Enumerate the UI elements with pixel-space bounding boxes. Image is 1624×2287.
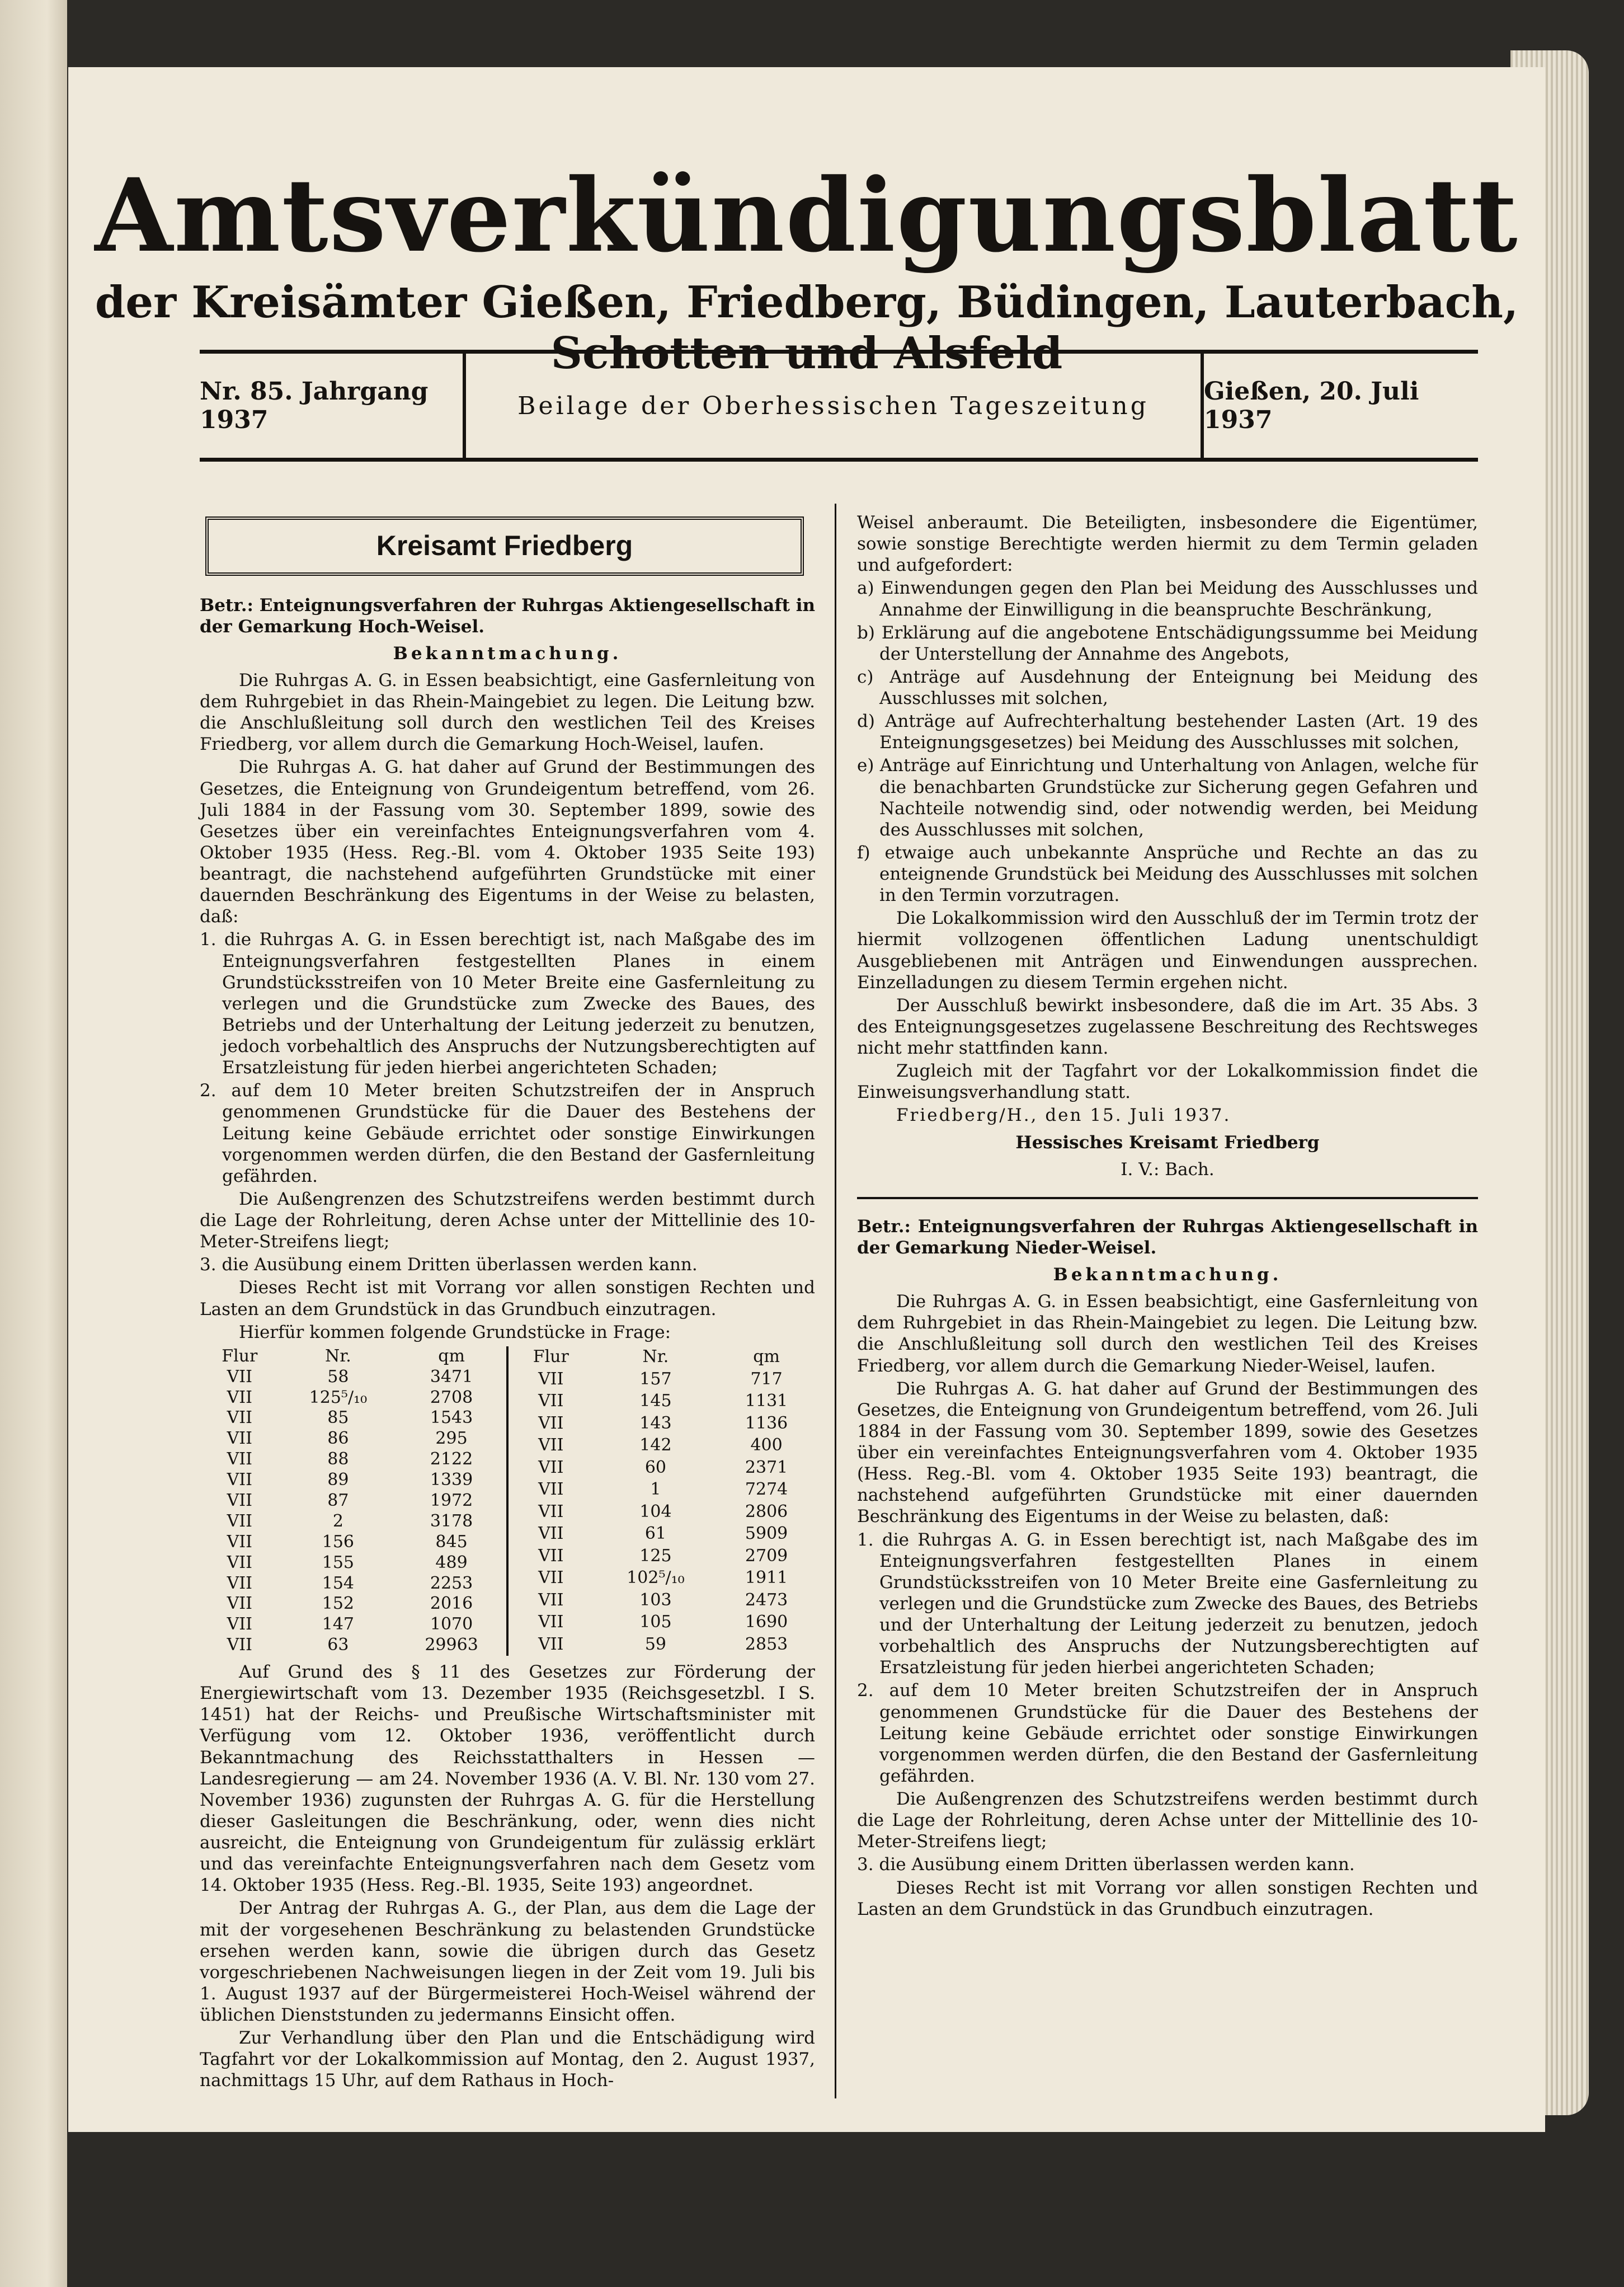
- table-cell: 86: [327, 1429, 349, 1449]
- table-cell: 1: [650, 1480, 661, 1500]
- table-cell: 2: [332, 1511, 343, 1531]
- table-cell: VII: [227, 1408, 253, 1428]
- table-row: [509, 1457, 815, 1479]
- masthead-title: Amtsverkündigungsblatt: [95, 157, 1519, 275]
- table-cell: 489: [435, 1552, 468, 1572]
- table-cell: 145: [639, 1391, 672, 1411]
- table-header: qm: [753, 1347, 780, 1367]
- table-row: [200, 1574, 506, 1594]
- table-cell: VII: [227, 1387, 253, 1407]
- paragraph: Dieses Recht ist mit Vorrang vor allen sonstigen Rechten und Lasten an dem Grundstück in das Grundbuch einzutragen.: [857, 1877, 1478, 1919]
- table-cell: 717: [750, 1369, 783, 1389]
- paragraph: Die Lokalkommission wird den Ausschluß der im Termin trotz der hiermit vollzogenen öffentlichen Ladung unentschuldigt Ausgebliebenen mit Anträgen und Einwendungen aussprechen. Einzelladungen zu diesem Termin ergehen nicht.: [857, 908, 1478, 993]
- table-cell: VII: [538, 1501, 564, 1521]
- signature-office: Hessisches Kreisamt Friedberg: [1015, 1132, 1320, 1153]
- table-cell: 1972: [430, 1490, 473, 1510]
- table-cell: VII: [227, 1635, 253, 1655]
- list-item: 3. die Ausübung einem Dritten überlassen werden kann.: [857, 1854, 1355, 1875]
- table-cell: 87: [327, 1490, 349, 1510]
- paragraph: Die Ruhrgas A. G. in Essen beabsichtigt, eine Gasfernleitung von dem Ruhrgebiet in das Rhein-Maingebiet zu legen. Die Leitung bzw. die Anschlußleitung soll durch den westlichen Teil des Kreises Friedberg, vor allem durch die Gemarkung Hoch-Weisel, laufen.: [200, 670, 815, 755]
- table-row: [200, 1614, 506, 1635]
- table-cell: 7274: [745, 1480, 788, 1500]
- table-header: Flur: [222, 1346, 258, 1366]
- issue-header: [200, 350, 1478, 462]
- paragraph: Zugleich mit der Tagfahrt vor der Lokalkommission findet die Einweisungsverhandlung statt.: [857, 1061, 1478, 1103]
- paragraph: Die Ruhrgas A. G. in Essen beabsichtigt, eine Gasfernleitung von dem Ruhrgebiet in das Rhein-Maingebiet zu legen. Die Leitung bzw. die Anschlußleitung soll durch den westlichen Teil des Kreises Friedberg, vor allem durch die Gemarkung Nieder-Weisel, laufen.: [857, 1292, 1478, 1376]
- table-cell: 59: [644, 1634, 666, 1654]
- signature-name: I. V.: Bach.: [1121, 1159, 1215, 1180]
- table-row: [509, 1545, 815, 1567]
- table-cell: 2806: [745, 1501, 788, 1521]
- table-cell: 2371: [745, 1457, 788, 1477]
- list-item: d) Anträge auf Aufrechterhaltung bestehender Lasten (Art. 19 des Enteignungsgesetzes) bei Meidung des Ausschlusses mit solchen,: [857, 711, 1478, 753]
- table-row: [509, 1501, 815, 1523]
- table-cell: VII: [538, 1612, 564, 1632]
- section-box: Kreisamt Friedberg: [205, 516, 804, 576]
- table-cell: 295: [435, 1429, 468, 1449]
- table-header: Nr.: [324, 1346, 351, 1366]
- list-item: e) Anträge auf Einrichtung und Unterhaltung von Anlagen, welche für die benachbarten Grundstücke zur Sicherung gegen Gefahren und Nachteile notwendig sind, oder notwendig werden, bei Meidung des Ausschlusses mit solchen,: [857, 755, 1478, 840]
- table-cell: 29963: [425, 1635, 478, 1655]
- paragraph: Weisel anberaumt. Die Beteiligten, insbesondere die Eigentümer, sowie sonstige Berechtigte werden hiermit zu dem Termin geladen und aufgefordert:: [857, 513, 1478, 576]
- table-row: [200, 1388, 506, 1408]
- table-cell: VII: [538, 1435, 564, 1455]
- table-cell: VII: [227, 1511, 253, 1531]
- table-cell: 152: [322, 1594, 355, 1614]
- list-item: 1. die Ruhrgas A. G. in Essen berechtigt ist, nach Maßgabe des im Enteignungsverfahren festgestellten Planes in einem Grundstücksstreifen von 10 Meter Breite eine Gasfernleitung zu verlegen und die Grundstücke zum Zwecke des Baues, des Betriebs und der Unterhaltung der Leitung jederzeit zu benutzen, jedoch vorbehaltlich des Anspruchs der Nutzungsberechtigten auf Ersatzleistung für jeden hierbei angerichteten Schaden;: [857, 1529, 1478, 1678]
- table-cell: 157: [639, 1369, 672, 1389]
- table-cell: 845: [435, 1532, 468, 1552]
- table-cell: VII: [538, 1568, 564, 1588]
- table-row: [509, 1523, 815, 1546]
- table-cell: VII: [538, 1480, 564, 1500]
- column-rule: [835, 504, 836, 2098]
- notice-date: Friedberg/H., den 15. Juli 1937.: [896, 1105, 1231, 1126]
- table-cell: 3178: [430, 1511, 473, 1531]
- paragraph: Dieses Recht ist mit Vorrang vor allen sonstigen Rechten und Lasten an dem Grundstück in das Grundbuch einzutragen.: [200, 1278, 815, 1319]
- table-cell: VII: [538, 1413, 564, 1433]
- table-cell: 142: [639, 1435, 672, 1455]
- table-cell: 125⁵/₁₀: [309, 1387, 368, 1407]
- notice-heading: Bekanntmachung.: [1053, 1265, 1282, 1285]
- table-cell: VII: [227, 1429, 253, 1449]
- column-left: [200, 512, 815, 2093]
- table-cell: 143: [639, 1413, 672, 1433]
- table-header: Nr.: [642, 1347, 669, 1367]
- parcel-table-left: [200, 1346, 506, 1656]
- table-row: [509, 1391, 815, 1413]
- table-cell: 2122: [430, 1449, 473, 1469]
- paragraph: Die Außengrenzen des Schutzstreifens werden bestimmt durch die Lage der Rohrleitung, deren Achse unter der Mittellinie des 10-Meter-Streifens liegt;: [200, 1189, 815, 1252]
- supplement-note: Beilage der Oberhessischen Tageszeitung: [517, 391, 1149, 420]
- table-cell: 2709: [745, 1546, 788, 1566]
- table-row: [200, 1429, 506, 1449]
- table-cell: 85: [327, 1408, 349, 1428]
- table-cell: VII: [538, 1457, 564, 1477]
- table-cell: 2016: [430, 1594, 473, 1614]
- table-header: qm: [438, 1346, 465, 1366]
- table-row: [509, 1589, 815, 1612]
- paragraph: Die Ruhrgas A. G. hat daher auf Grund der Bestimmungen des Gesetzes, die Enteignung von Grundeigentum betreffend, vom 26. Juli 1884 in der Fassung vom 30. September 1899, sowie des Gesetzes über ein vereinfachtes Enteignungsverfahren vom 4. Oktober 1935 (Hess. Reg.-Bl. vom 4. Oktober 1935 Seite 193) beantragt, die nachstehend aufgeführten Grundstücke mit einer dauernden Beschränkung des Eigentums in der Weise zu belasten, daß:: [857, 1378, 1478, 1527]
- table-cell: 105: [639, 1612, 672, 1632]
- table-row: [200, 1408, 506, 1429]
- table-row: [200, 1553, 506, 1574]
- paragraph: Die Ruhrgas A. G. hat daher auf Grund der Bestimmungen des Gesetzes, die Enteignung von Grundeigentum betreffend, vom 26. Juli 1884 in der Fassung vom 30. September 1899, sowie des Gesetzes über ein vereinfachtes Enteignungsverfahren vom 4. Oktober 1935 (Hess. Reg.-Bl. vom 4. Oktober 1935 Seite 193) beantragt, die nachstehend aufgeführten Grundstücke mit einer dauernden Beschränkung des Eigentums in der Weise zu belasten, daß:: [200, 757, 815, 927]
- table-cell: 63: [327, 1635, 349, 1655]
- table-cell: 2853: [745, 1634, 788, 1654]
- table-row: [509, 1567, 815, 1590]
- table-cell: 58: [327, 1366, 349, 1387]
- parcel-table-right: [509, 1346, 815, 1656]
- list-item: c) Anträge auf Ausdehnung der Enteignung bei Meidung des Ausschlusses mit solchen,: [857, 666, 1478, 708]
- table-cell: 2708: [430, 1387, 473, 1407]
- table-cell: VII: [538, 1634, 564, 1654]
- table-cell: VII: [227, 1366, 253, 1387]
- table-cell: 60: [644, 1457, 666, 1477]
- place-date: Gießen, 20. Juli 1937: [1204, 377, 1419, 434]
- table-cell: 155: [322, 1552, 355, 1572]
- table-cell: 147: [322, 1614, 355, 1635]
- document-page: [68, 67, 1545, 2132]
- paragraph: Hierfür kommen folgende Grundstücke in Frage:: [239, 1322, 671, 1342]
- list-item: a) Einwendungen gegen den Plan bei Meidung des Ausschlusses und Annahme der Einwilligung in die beanspruchte Beschränkung,: [857, 578, 1478, 620]
- paragraph: Zur Verhandlung über den Plan und die Entschädigung wird Tagfahrt vor der Lokalkommission auf Montag, den 2. August 1937, nachmittags 15 Uhr, auf dem Rathaus in Hoch-: [200, 2028, 815, 2091]
- table-row: [200, 1532, 506, 1553]
- masthead-subtitle: der Kreisämter Gießen, Friedberg, Büdingen, Lauterbach, Schotten und Alsfeld: [95, 277, 1519, 379]
- table-cell: 156: [322, 1532, 355, 1552]
- table-row: [200, 1367, 506, 1388]
- table-row: [200, 1449, 506, 1470]
- table-cell: 104: [639, 1501, 672, 1521]
- table-cell: 3471: [430, 1366, 473, 1387]
- table-cell: VII: [538, 1524, 564, 1544]
- table-cell: VII: [538, 1391, 564, 1411]
- notice-subject: Betr.: Enteignungsverfahren der Ruhrgas Aktiengesellschaft in der Gemarkung Nieder-Weisel.: [857, 1216, 1478, 1258]
- table-cell: 2473: [745, 1590, 788, 1610]
- table-cell: 102⁵/₁₀: [627, 1568, 685, 1588]
- table-cell: VII: [538, 1546, 564, 1566]
- issue-number: Nr. 85. Jahrgang 1937: [200, 377, 429, 434]
- table-cell: 1690: [745, 1612, 788, 1632]
- list-item: b) Erklärung auf die angebotene Entschädigungssumme bei Meidung der Unterstellung der Annahme des Angebots,: [857, 622, 1478, 664]
- table-row: [200, 1594, 506, 1614]
- table-row: [509, 1479, 815, 1501]
- table-row: [509, 1633, 815, 1656]
- table-cell: 154: [322, 1573, 355, 1593]
- table-cell: 88: [327, 1449, 349, 1469]
- table-cell: 1070: [430, 1614, 473, 1635]
- paragraph: Auf Grund des § 11 des Gesetzes zur Förderung der Energiewirtschaft vom 13. Dezember 1935 (Reichsgesetzbl. I S. 1451) hat der Reichs- und Preußische Wirtschaftsminister mit Verfügung vom 12. Oktober 1936, veröffentlicht durch Bekanntmachung des Reichsstatthalters in Hessen — Landesregierung — am 24. November 1936 (A. V. Bl. Nr. 130 vom 27. November 1936) zugunsten der Ruhrgas A. G. für die Herstellung dieser Gasleitungen die Beschränkung, oder, wenn dies nicht ausreicht, die Enteignung von Grundeigentum für zulässig erklärt und das vereinfachte Enteignungsverfahren nach dem Gesetz vom 14. Oktober 1935 (Hess. Reg.-Bl. 1935, Seite 193) angeordnet.: [200, 1662, 815, 1896]
- list-item: f) etwaige auch unbekannte Ansprüche und Rechte an das zu enteignende Grundstück bei Meidung des Ausschlusses mit solchen in den Termin vorzutragen.: [857, 842, 1478, 906]
- table-cell: 61: [644, 1524, 666, 1544]
- notice-divider: [857, 1197, 1478, 1199]
- list-item: 2. auf dem 10 Meter breiten Schutzstreifen der in Anspruch genommenen Grundstücke für die Dauer des Bestehens der Leitung keine Gebäude errichtet oder sonstige Einwirkungen vorgenommen werden dürfen, die den Bestand der Gasfernleitung gefährden.: [200, 1081, 815, 1186]
- table-cell: VII: [227, 1594, 253, 1614]
- table-cell: 1339: [430, 1470, 473, 1490]
- table-row: [200, 1635, 506, 1656]
- table-cell: 1131: [745, 1391, 788, 1411]
- facing-page: [0, 0, 67, 2287]
- table-row: [509, 1435, 815, 1457]
- paragraph: Die Außengrenzen des Schutzstreifens werden bestimmt durch die Lage der Rohrleitung, deren Achse unter der Mittellinie des 10-Meter-Streifens liegt;: [857, 1789, 1478, 1852]
- table-row: [200, 1511, 506, 1532]
- list-item: 2. auf dem 10 Meter breiten Schutzstreifen der in Anspruch genommenen Grundstücke für die Dauer des Bestehens der Leitung keine Gebäude errichtet oder sonstige Einwirkungen vorgenommen werden dürfen, die den Bestand der Gasfernleitung gefährden.: [857, 1680, 1478, 1786]
- table-cell: VII: [227, 1552, 253, 1572]
- table-cell: VII: [227, 1490, 253, 1510]
- table-cell: 89: [327, 1470, 349, 1490]
- table-row: [509, 1368, 815, 1391]
- table-cell: VII: [227, 1532, 253, 1552]
- table-row: [509, 1412, 815, 1435]
- notice-heading: Bekanntmachung.: [393, 643, 622, 664]
- table-cell: 1543: [430, 1408, 473, 1428]
- table-cell: VII: [538, 1590, 564, 1610]
- table-cell: 2253: [430, 1573, 473, 1593]
- list-item: 3. die Ausübung einem Dritten überlassen werden kann.: [200, 1255, 698, 1275]
- table-row: [200, 1470, 506, 1491]
- table-cell: VII: [227, 1614, 253, 1635]
- notice-subject: Betr.: Enteignungsverfahren der Ruhrgas Aktiengesellschaft in der Gemarkung Hoch-Weisel.: [200, 595, 816, 637]
- table-cell: 1136: [745, 1413, 788, 1433]
- table-row: [509, 1612, 815, 1634]
- table-cell: 400: [750, 1435, 783, 1455]
- table-cell: VII: [227, 1449, 253, 1469]
- list-item: 1. die Ruhrgas A. G. in Essen berechtigt ist, nach Maßgabe des im Enteignungsverfahren festgestellten Planes in einem Grundstücksstreifen von 10 Meter Breite eine Gasfernleitung zu verlegen und die Grundstücke zum Zwecke des Baues, des Betriebs und der Unterhaltung der Leitung jederzeit zu benutzen, jedoch vorbehaltlich des Anspruchs der Nutzungsberechtigten auf Ersatzleistung für jeden hierbei angerichteten Schaden;: [200, 929, 815, 1078]
- table-cell: VII: [227, 1573, 253, 1593]
- table-cell: VII: [538, 1369, 564, 1389]
- paragraph: Der Antrag der Ruhrgas A. G., der Plan, aus dem die Lage der mit der vorgesehenen Beschränkung zu belastenden Grundstücke ersehen werden kann, sowie die übrigen durch das Gesetz vorgeschriebenen Nachweisungen liegen in der Zeit vom 19. Juli bis 1. August 1937 auf der Bürgermeisterei Hoch-Weisel während der üblichen Dienststunden zu jedermanns Einsicht offen.: [200, 1898, 815, 2026]
- table-cell: 1911: [745, 1568, 788, 1588]
- table-cell: 125: [639, 1546, 672, 1566]
- table-cell: 5909: [745, 1524, 788, 1544]
- parcel-table: [200, 1346, 815, 1656]
- table-cell: 103: [639, 1590, 672, 1610]
- paragraph: Der Ausschluß bewirkt insbesondere, daß die im Art. 35 Abs. 3 des Enteignungsgesetzes zugelassene Beschreitung des Rechtsweges nicht mehr stattfinden kann.: [857, 995, 1478, 1058]
- table-cell: VII: [227, 1470, 253, 1490]
- table-header: Flur: [533, 1347, 569, 1367]
- column-right: [857, 512, 1478, 1922]
- table-row: [200, 1491, 506, 1511]
